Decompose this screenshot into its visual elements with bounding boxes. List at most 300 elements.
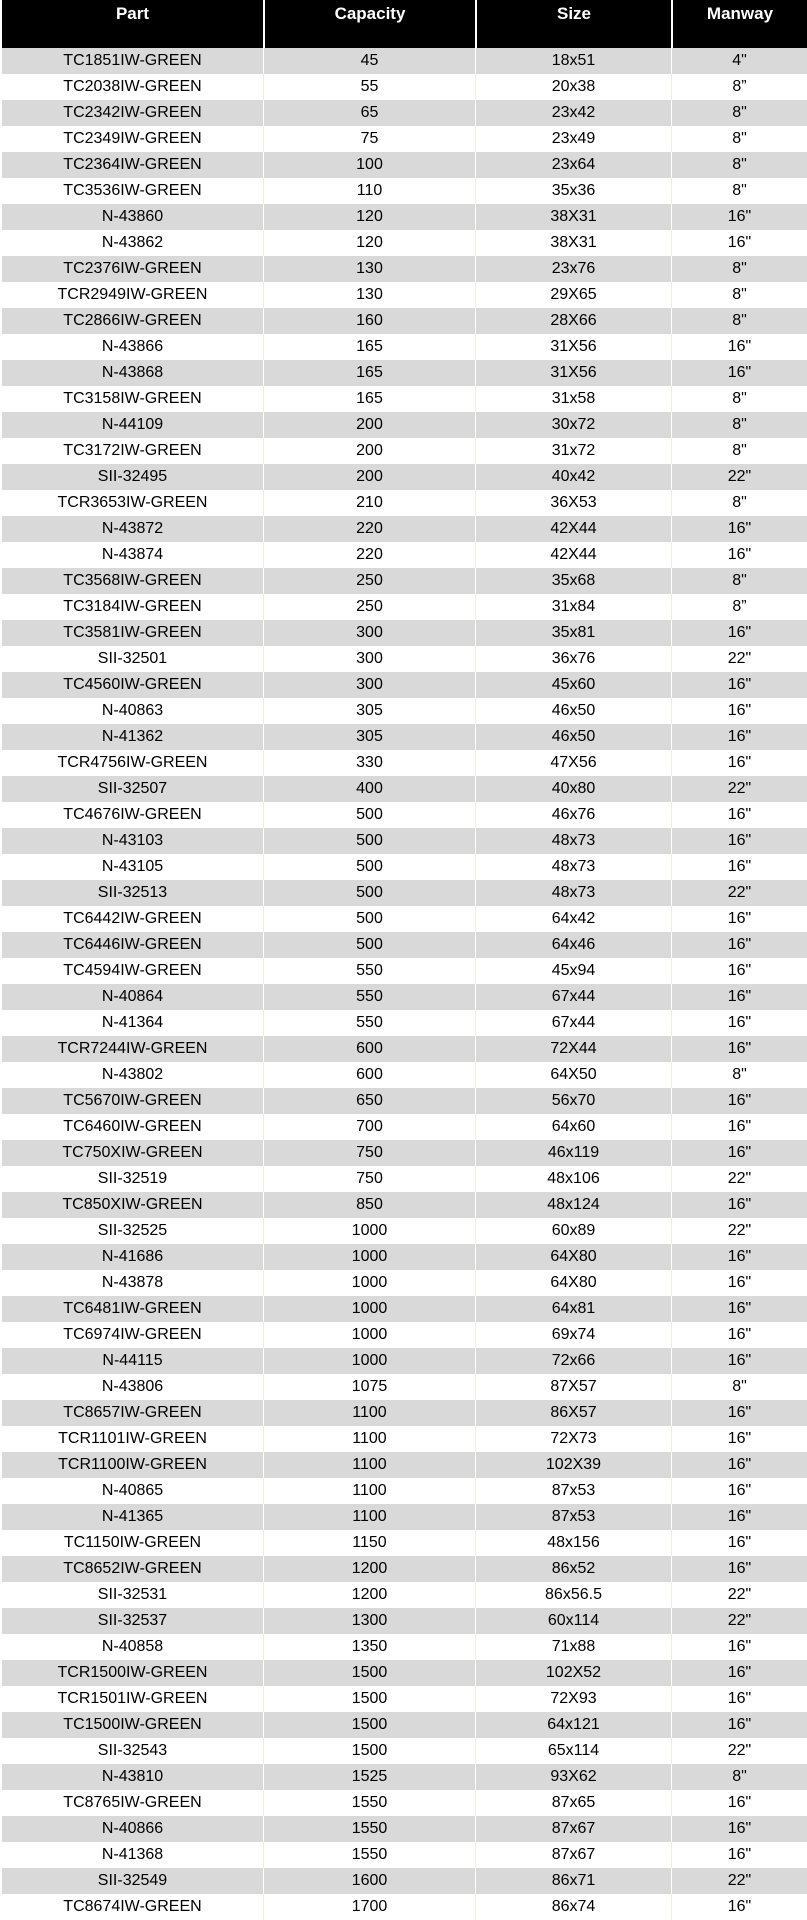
cell-size: 28X66 <box>475 308 671 334</box>
cell-capacity: 220 <box>263 542 475 568</box>
cell-capacity: 1100 <box>263 1400 475 1426</box>
cell-capacity: 65 <box>263 100 475 126</box>
cell-part: TC6481IW-GREEN <box>2 1296 263 1322</box>
cell-capacity: 165 <box>263 360 475 386</box>
cell-size: 86x71 <box>475 1868 671 1894</box>
cell-part: TC2376IW-GREEN <box>2 256 263 282</box>
cell-capacity: 1100 <box>263 1478 475 1504</box>
cell-part: TC2038IW-GREEN <box>2 74 263 100</box>
table-row <box>2 958 807 984</box>
cell-manway: 16" <box>671 1556 807 1582</box>
cell-manway: 22" <box>671 1582 807 1608</box>
cell-size: 64X80 <box>475 1270 671 1296</box>
cell-size: 102X39 <box>475 1452 671 1478</box>
cell-size: 87x53 <box>475 1504 671 1530</box>
table-row <box>2 282 807 308</box>
cell-manway: 16" <box>671 1504 807 1530</box>
cell-size: 69x74 <box>475 1322 671 1348</box>
header-part: Part <box>2 0 263 48</box>
cell-manway: 16" <box>671 1088 807 1114</box>
cell-manway: 16" <box>671 802 807 828</box>
cell-manway: 8" <box>671 568 807 594</box>
cell-manway: 16" <box>671 958 807 984</box>
cell-capacity: 1000 <box>263 1218 475 1244</box>
cell-manway: 4" <box>671 48 807 74</box>
table-row <box>2 1478 807 1504</box>
table-row <box>2 1530 807 1556</box>
cell-manway: 22" <box>671 1868 807 1894</box>
cell-size: 18x51 <box>475 48 671 74</box>
cell-manway: 16" <box>671 1036 807 1062</box>
cell-size: 64x60 <box>475 1114 671 1140</box>
cell-manway: 8" <box>671 126 807 152</box>
cell-size: 102X52 <box>475 1660 671 1686</box>
cell-capacity: 100 <box>263 152 475 178</box>
table-row <box>2 360 807 386</box>
cell-size: 31X56 <box>475 334 671 360</box>
cell-part: TCR3653IW-GREEN <box>2 490 263 516</box>
cell-part: TC3568IW-GREEN <box>2 568 263 594</box>
table-row <box>2 672 807 698</box>
cell-part: N-44109 <box>2 412 263 438</box>
cell-size: 36x76 <box>475 646 671 672</box>
cell-capacity: 250 <box>263 594 475 620</box>
cell-part: TC6460IW-GREEN <box>2 1114 263 1140</box>
table-row <box>2 1452 807 1478</box>
cell-size: 72X44 <box>475 1036 671 1062</box>
cell-manway: 8" <box>671 178 807 204</box>
table-row <box>2 776 807 802</box>
cell-manway: 16" <box>671 672 807 698</box>
table-row <box>2 412 807 438</box>
cell-manway: 16" <box>671 724 807 750</box>
cell-part: SII-32507 <box>2 776 263 802</box>
cell-size: 48x124 <box>475 1192 671 1218</box>
table-row <box>2 1660 807 1686</box>
cell-part: TC2866IW-GREEN <box>2 308 263 334</box>
cell-size: 72X93 <box>475 1686 671 1712</box>
cell-manway: 16" <box>671 1348 807 1374</box>
table-row <box>2 620 807 646</box>
cell-manway: 16" <box>671 542 807 568</box>
cell-manway: 8" <box>671 152 807 178</box>
cell-part: SII-32525 <box>2 1218 263 1244</box>
cell-capacity: 1500 <box>263 1660 475 1686</box>
cell-capacity: 1550 <box>263 1842 475 1868</box>
table-row <box>2 1686 807 1712</box>
cell-size: 60x89 <box>475 1218 671 1244</box>
cell-capacity: 305 <box>263 698 475 724</box>
cell-manway: 22" <box>671 1608 807 1634</box>
cell-part: N-43866 <box>2 334 263 360</box>
table-row <box>2 568 807 594</box>
cell-part: TCR1100IW-GREEN <box>2 1452 263 1478</box>
table-row <box>2 126 807 152</box>
cell-part: N-40863 <box>2 698 263 724</box>
cell-capacity: 130 <box>263 282 475 308</box>
cell-capacity: 200 <box>263 412 475 438</box>
cell-size: 48x73 <box>475 880 671 906</box>
cell-manway: 8" <box>671 490 807 516</box>
header-row <box>2 0 807 48</box>
cell-part: N-43103 <box>2 828 263 854</box>
cell-part: TC6446IW-GREEN <box>2 932 263 958</box>
cell-manway: 16" <box>671 1712 807 1738</box>
cell-capacity: 330 <box>263 750 475 776</box>
cell-part: TC8652IW-GREEN <box>2 1556 263 1582</box>
cell-capacity: 1525 <box>263 1764 475 1790</box>
cell-manway: 8” <box>671 74 807 100</box>
cell-manway: 16" <box>671 1114 807 1140</box>
cell-part: SII-32519 <box>2 1166 263 1192</box>
table-row <box>2 932 807 958</box>
cell-capacity: 1100 <box>263 1504 475 1530</box>
table-row <box>2 1348 807 1374</box>
cell-size: 93X62 <box>475 1764 671 1790</box>
cell-capacity: 1350 <box>263 1634 475 1660</box>
cell-manway: 16" <box>671 1842 807 1868</box>
table-row <box>2 828 807 854</box>
cell-size: 86x74 <box>475 1894 671 1920</box>
cell-part: SII-32513 <box>2 880 263 906</box>
table-row <box>2 1374 807 1400</box>
table-row <box>2 1894 807 1920</box>
cell-part: TCR1101IW-GREEN <box>2 1426 263 1452</box>
table-row <box>2 438 807 464</box>
cell-capacity: 500 <box>263 854 475 880</box>
cell-size: 56x70 <box>475 1088 671 1114</box>
table-row <box>2 1036 807 1062</box>
cell-size: 64x42 <box>475 906 671 932</box>
cell-part: TC4560IW-GREEN <box>2 672 263 698</box>
cell-manway: 8" <box>671 438 807 464</box>
cell-manway: 16" <box>671 1322 807 1348</box>
table-row <box>2 74 807 100</box>
table-row <box>2 1400 807 1426</box>
cell-manway: 16" <box>671 906 807 932</box>
cell-size: 46x119 <box>475 1140 671 1166</box>
cell-part: TC2349IW-GREEN <box>2 126 263 152</box>
table-row <box>2 724 807 750</box>
cell-manway: 16" <box>671 1478 807 1504</box>
cell-size: 29X65 <box>475 282 671 308</box>
cell-size: 67x44 <box>475 984 671 1010</box>
cell-size: 48x73 <box>475 854 671 880</box>
cell-manway: 8" <box>671 1062 807 1088</box>
cell-capacity: 1000 <box>263 1270 475 1296</box>
cell-part: SII-32501 <box>2 646 263 672</box>
cell-manway: 8" <box>671 100 807 126</box>
cell-capacity: 850 <box>263 1192 475 1218</box>
cell-manway: 16" <box>671 1400 807 1426</box>
cell-size: 40x42 <box>475 464 671 490</box>
cell-size: 64x46 <box>475 932 671 958</box>
cell-capacity: 1500 <box>263 1738 475 1764</box>
cell-size: 46x50 <box>475 698 671 724</box>
cell-capacity: 1200 <box>263 1556 475 1582</box>
table-row <box>2 1426 807 1452</box>
cell-manway: 16" <box>671 1452 807 1478</box>
cell-part: TC6442IW-GREEN <box>2 906 263 932</box>
cell-size: 65x114 <box>475 1738 671 1764</box>
cell-manway: 8" <box>671 412 807 438</box>
table-row <box>2 152 807 178</box>
cell-part: N-43878 <box>2 1270 263 1296</box>
cell-size: 87x67 <box>475 1842 671 1868</box>
cell-part: TCR2949IW-GREEN <box>2 282 263 308</box>
cell-manway: 16" <box>671 828 807 854</box>
cell-size: 46x76 <box>475 802 671 828</box>
cell-manway: 16" <box>671 1140 807 1166</box>
cell-manway: 16" <box>671 1530 807 1556</box>
table-header <box>2 0 807 48</box>
cell-capacity: 1150 <box>263 1530 475 1556</box>
cell-part: N-40864 <box>2 984 263 1010</box>
cell-capacity: 165 <box>263 386 475 412</box>
cell-capacity: 1000 <box>263 1244 475 1270</box>
cell-size: 71x88 <box>475 1634 671 1660</box>
table-row <box>2 750 807 776</box>
table-row <box>2 1764 807 1790</box>
cell-capacity: 500 <box>263 906 475 932</box>
cell-capacity: 1500 <box>263 1686 475 1712</box>
table-row <box>2 334 807 360</box>
cell-capacity: 1500 <box>263 1712 475 1738</box>
cell-part: N-40866 <box>2 1816 263 1842</box>
table-row <box>2 1712 807 1738</box>
cell-size: 38X31 <box>475 230 671 256</box>
cell-capacity: 200 <box>263 438 475 464</box>
cell-manway: 16" <box>671 984 807 1010</box>
cell-size: 31x58 <box>475 386 671 412</box>
table-row <box>2 1010 807 1036</box>
table-row <box>2 230 807 256</box>
table-row <box>2 1868 807 1894</box>
cell-size: 67x44 <box>475 1010 671 1036</box>
cell-capacity: 220 <box>263 516 475 542</box>
cell-part: N-43802 <box>2 1062 263 1088</box>
cell-manway: 22" <box>671 464 807 490</box>
cell-size: 35x36 <box>475 178 671 204</box>
cell-part: TCR1500IW-GREEN <box>2 1660 263 1686</box>
table-row <box>2 1062 807 1088</box>
cell-part: TC4594IW-GREEN <box>2 958 263 984</box>
cell-size: 42X44 <box>475 516 671 542</box>
cell-capacity: 1300 <box>263 1608 475 1634</box>
cell-part: TCR4756IW-GREEN <box>2 750 263 776</box>
cell-part: TC3536IW-GREEN <box>2 178 263 204</box>
cell-size: 87x65 <box>475 1790 671 1816</box>
cell-capacity: 250 <box>263 568 475 594</box>
cell-size: 20x38 <box>475 74 671 100</box>
cell-capacity: 1100 <box>263 1426 475 1452</box>
cell-capacity: 305 <box>263 724 475 750</box>
cell-manway: 8” <box>671 594 807 620</box>
cell-manway: 22" <box>671 1166 807 1192</box>
cell-capacity: 400 <box>263 776 475 802</box>
cell-size: 30x72 <box>475 412 671 438</box>
table-body <box>2 48 807 1920</box>
cell-capacity: 165 <box>263 334 475 360</box>
cell-part: N-41365 <box>2 1504 263 1530</box>
cell-part: N-40858 <box>2 1634 263 1660</box>
cell-capacity: 160 <box>263 308 475 334</box>
cell-manway: 22" <box>671 880 807 906</box>
cell-size: 64X50 <box>475 1062 671 1088</box>
cell-part: TC2364IW-GREEN <box>2 152 263 178</box>
cell-manway: 22" <box>671 1738 807 1764</box>
cell-manway: 16" <box>671 1660 807 1686</box>
cell-size: 23x64 <box>475 152 671 178</box>
cell-capacity: 750 <box>263 1140 475 1166</box>
table-row <box>2 386 807 412</box>
cell-size: 31X56 <box>475 360 671 386</box>
cell-manway: 16" <box>671 932 807 958</box>
cell-capacity: 210 <box>263 490 475 516</box>
cell-part: N-43810 <box>2 1764 263 1790</box>
cell-manway: 16" <box>671 1686 807 1712</box>
cell-part: N-41362 <box>2 724 263 750</box>
cell-part: N-43862 <box>2 230 263 256</box>
cell-part: TC8765IW-GREEN <box>2 1790 263 1816</box>
cell-capacity: 200 <box>263 464 475 490</box>
cell-size: 86x52 <box>475 1556 671 1582</box>
cell-manway: 16" <box>671 1790 807 1816</box>
table-row <box>2 204 807 230</box>
table-row <box>2 1790 807 1816</box>
cell-manway: 16" <box>671 1192 807 1218</box>
cell-part: TCR7244IW-GREEN <box>2 1036 263 1062</box>
cell-capacity: 550 <box>263 1010 475 1036</box>
table-row <box>2 1244 807 1270</box>
table-row <box>2 594 807 620</box>
cell-size: 31x72 <box>475 438 671 464</box>
cell-part: N-41368 <box>2 1842 263 1868</box>
cell-capacity: 700 <box>263 1114 475 1140</box>
table-row <box>2 100 807 126</box>
cell-part: SII-32543 <box>2 1738 263 1764</box>
table-row <box>2 1114 807 1140</box>
cell-manway: 16" <box>671 204 807 230</box>
table-row <box>2 880 807 906</box>
cell-capacity: 300 <box>263 672 475 698</box>
cell-part: SII-32531 <box>2 1582 263 1608</box>
cell-manway: 16" <box>671 854 807 880</box>
cell-manway: 8" <box>671 1374 807 1400</box>
cell-size: 60x114 <box>475 1608 671 1634</box>
cell-size: 46x50 <box>475 724 671 750</box>
table-row <box>2 48 807 74</box>
table-row <box>2 802 807 828</box>
table-row <box>2 1504 807 1530</box>
cell-part: TC5670IW-GREEN <box>2 1088 263 1114</box>
table-row <box>2 1218 807 1244</box>
cell-part: TC1851IW-GREEN <box>2 48 263 74</box>
cell-size: 48x156 <box>475 1530 671 1556</box>
cell-capacity: 300 <box>263 620 475 646</box>
cell-part: N-43874 <box>2 542 263 568</box>
table-row <box>2 1166 807 1192</box>
table-row <box>2 1556 807 1582</box>
cell-part: N-41686 <box>2 1244 263 1270</box>
cell-part: TC1150IW-GREEN <box>2 1530 263 1556</box>
cell-size: 23x76 <box>475 256 671 282</box>
table-row <box>2 906 807 932</box>
cell-size: 48x106 <box>475 1166 671 1192</box>
cell-manway: 16" <box>671 1426 807 1452</box>
cell-size: 38X31 <box>475 204 671 230</box>
cell-size: 64x81 <box>475 1296 671 1322</box>
cell-capacity: 45 <box>263 48 475 74</box>
cell-part: TC8657IW-GREEN <box>2 1400 263 1426</box>
cell-size: 23x42 <box>475 100 671 126</box>
table-row <box>2 1322 807 1348</box>
table-row <box>2 1608 807 1634</box>
cell-manway: 8" <box>671 282 807 308</box>
cell-part: TC3184IW-GREEN <box>2 594 263 620</box>
cell-capacity: 1100 <box>263 1452 475 1478</box>
cell-size: 36X53 <box>475 490 671 516</box>
cell-manway: 16" <box>671 1244 807 1270</box>
cell-size: 87X57 <box>475 1374 671 1400</box>
cell-capacity: 500 <box>263 880 475 906</box>
cell-manway: 16" <box>671 698 807 724</box>
table-row <box>2 1140 807 1166</box>
cell-size: 48x73 <box>475 828 671 854</box>
header-manway: Manway <box>671 0 807 48</box>
table-row <box>2 516 807 542</box>
cell-capacity: 600 <box>263 1062 475 1088</box>
cell-size: 47X56 <box>475 750 671 776</box>
cell-part: N-43872 <box>2 516 263 542</box>
header-size: Size <box>475 0 671 48</box>
cell-capacity: 1600 <box>263 1868 475 1894</box>
cell-capacity: 1700 <box>263 1894 475 1920</box>
table-row <box>2 178 807 204</box>
table-row <box>2 646 807 672</box>
cell-manway: 22" <box>671 1218 807 1244</box>
cell-manway: 16" <box>671 1010 807 1036</box>
cell-manway: 16" <box>671 1816 807 1842</box>
cell-part: TC3158IW-GREEN <box>2 386 263 412</box>
cell-capacity: 1550 <box>263 1790 475 1816</box>
cell-capacity: 1000 <box>263 1296 475 1322</box>
cell-part: TCR1501IW-GREEN <box>2 1686 263 1712</box>
cell-manway: 8" <box>671 308 807 334</box>
cell-capacity: 55 <box>263 74 475 100</box>
cell-part: SII-32537 <box>2 1608 263 1634</box>
cell-manway: 16" <box>671 230 807 256</box>
table-row <box>2 1582 807 1608</box>
cell-size: 35x81 <box>475 620 671 646</box>
cell-part: N-43860 <box>2 204 263 230</box>
header-capacity: Capacity <box>263 0 475 48</box>
cell-part: TC750XIW-GREEN <box>2 1140 263 1166</box>
cell-manway: 8" <box>671 386 807 412</box>
table-row <box>2 1738 807 1764</box>
cell-manway: 16" <box>671 1894 807 1920</box>
cell-capacity: 750 <box>263 1166 475 1192</box>
cell-part: N-43806 <box>2 1374 263 1400</box>
cell-manway: 22" <box>671 776 807 802</box>
cell-size: 31x84 <box>475 594 671 620</box>
cell-manway: 22" <box>671 646 807 672</box>
cell-part: TC8674IW-GREEN <box>2 1894 263 1920</box>
cell-manway: 16" <box>671 1296 807 1322</box>
cell-part: N-40865 <box>2 1478 263 1504</box>
cell-part: TC3172IW-GREEN <box>2 438 263 464</box>
cell-size: 45x60 <box>475 672 671 698</box>
